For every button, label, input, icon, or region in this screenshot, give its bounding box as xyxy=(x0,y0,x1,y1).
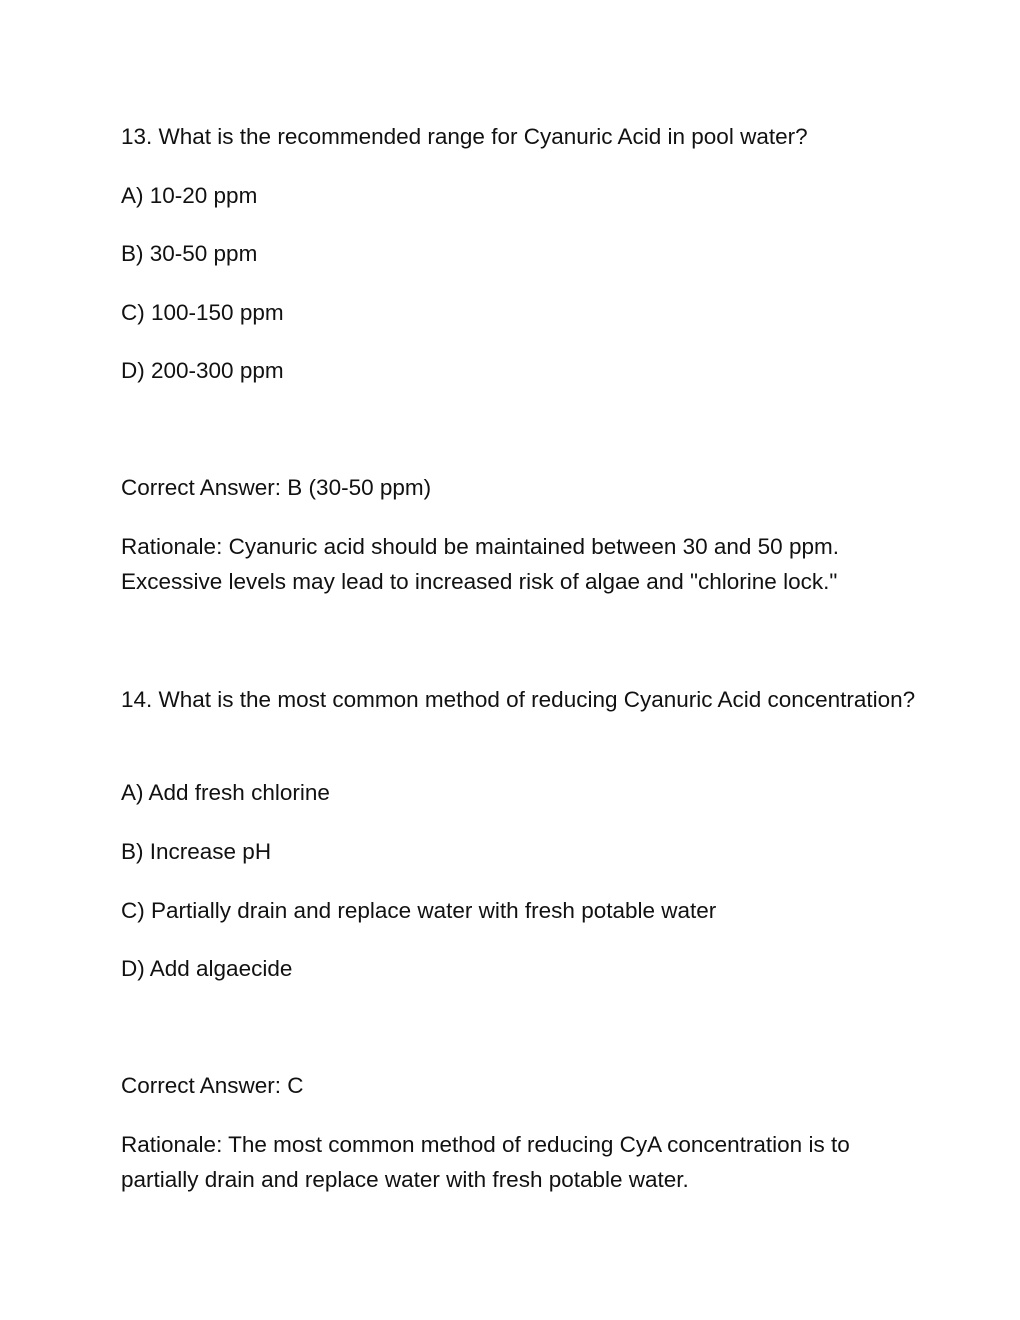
question-13-correct-answer: Correct Answer: B (30-50 ppm) xyxy=(121,475,432,500)
question-13-option-c: C) 100-150 ppm xyxy=(121,300,284,325)
question-13-option-a: A) 10-20 ppm xyxy=(121,183,258,208)
question-14-option-b: B) Increase pH xyxy=(121,839,272,864)
question-14-option-c: C) Partially drain and replace water with fresh potable water xyxy=(121,898,717,923)
question-13-option-b: B) 30-50 ppm xyxy=(121,241,258,266)
question-13-rationale: Rationale: Cyanuric acid should be maintained between 30 and 50 ppm. Excessive levels may lead to increased risk of algae and "chlorine lock." xyxy=(121,534,839,594)
question-14-option-a: A) Add fresh chlorine xyxy=(121,780,330,805)
question-14-option-d: D) Add algaecide xyxy=(121,956,293,981)
question-14-correct-answer: Correct Answer: C xyxy=(121,1073,304,1098)
question-13-text: 13. What is the recommended range for Cyanuric Acid in pool water? xyxy=(121,124,808,149)
question-14-rationale: Rationale: The most common method of reducing CyA concentration is to partially drain and replace water with fresh potable water. xyxy=(121,1132,850,1192)
question-14-text: 14. What is the most common method of reducing Cyanuric Acid concentration? xyxy=(121,687,916,712)
question-13-option-d: D) 200-300 ppm xyxy=(121,358,284,383)
